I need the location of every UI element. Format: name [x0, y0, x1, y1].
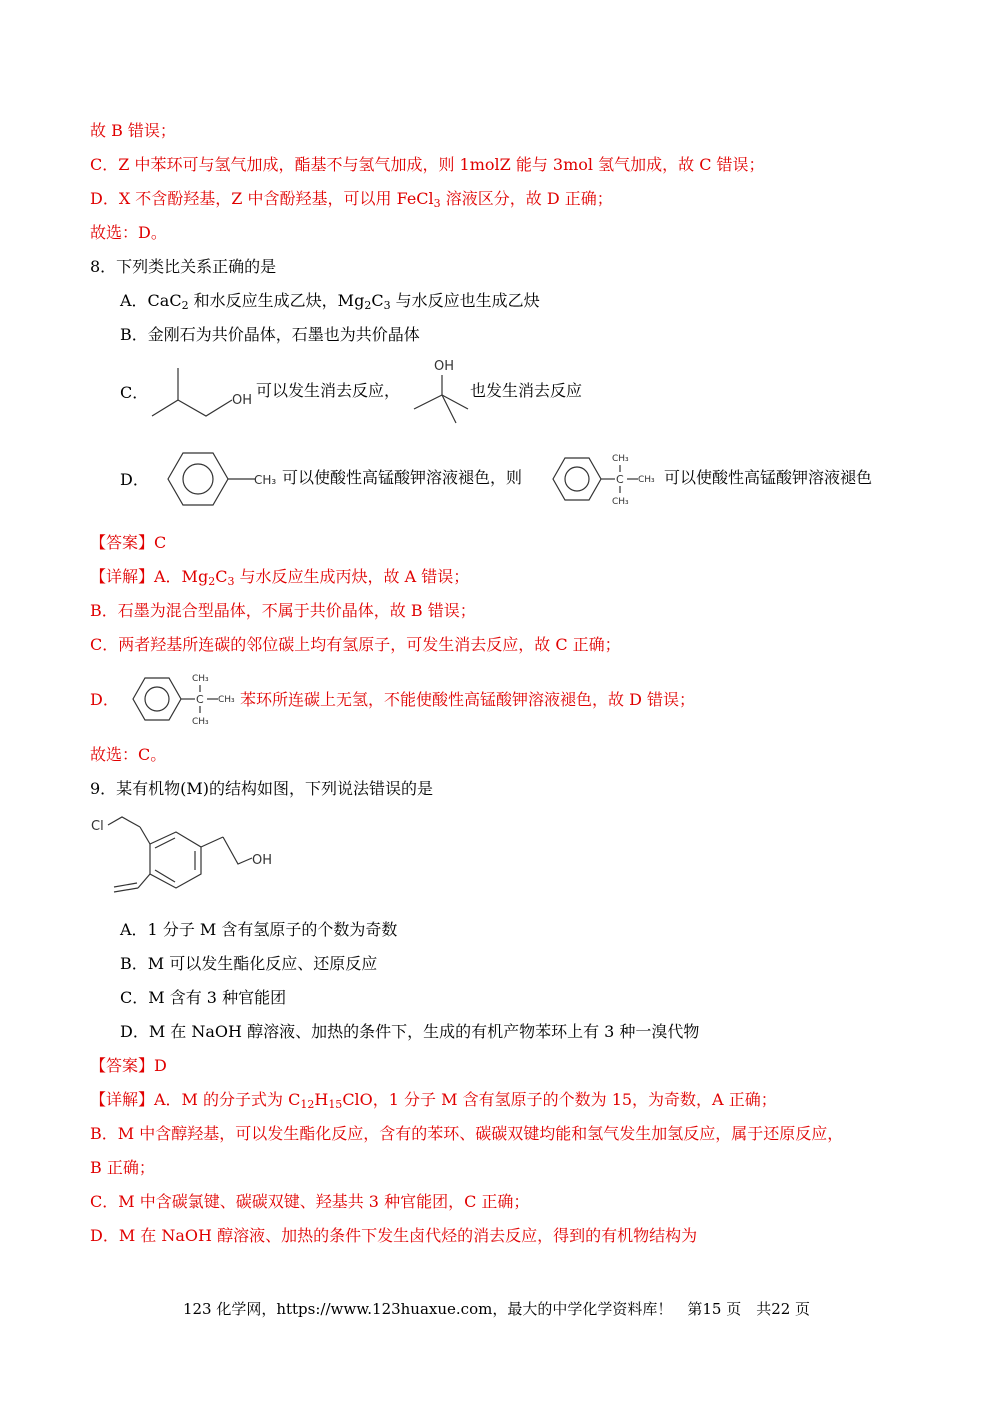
- detail-9b: B．M 中含醇羟基，可以发生酯化反应，含有的苯环、碳碳双键均能和氢气发生加氢反应，属于还原反应，: [90, 1124, 844, 1143]
- option-c-end: 也发生消去反应: [470, 381, 583, 400]
- page-footer: 123 化学网，https://www.123huaxue.com，最大的中学化学资料库！ 第15 页 共22 页: [182, 1300, 811, 1318]
- detail-9c: C．M 中含碳氯键、碳碳双键、羟基共 3 种官能团，C 正确；: [90, 1192, 530, 1211]
- tert-butylbenzene-structure: [550, 448, 665, 510]
- text-line: 故 B 错误；: [90, 121, 176, 140]
- text-line: D．X 不含酚羟基，Z 中含酚羟基，可以用 FeCl$_3$ 溶液区分，故 D 正确；: [90, 189, 613, 210]
- option-d: D．M 在 NaOH 醇溶液、加热的条件下，生成的有机产物苯环上有 3 种一溴代物: [120, 1022, 700, 1041]
- svg-text:CH₃: CH₃: [218, 695, 235, 705]
- text-line: C．Z 中苯环可与氢气加成，酯基不与氢气加成，则 1molZ 能与 3mol 氢气加成，故 C 错误；: [90, 155, 765, 174]
- svg-text:CH₃: CH₃: [192, 674, 209, 684]
- option-b: B．金刚石为共价晶体，石墨也为共价晶体: [120, 325, 420, 344]
- svg-text:C: C: [196, 693, 204, 706]
- toluene-structure: [165, 448, 280, 510]
- option-c-label: C．: [120, 383, 149, 402]
- option-b: B．M 可以发生酯化反应、还原反应: [120, 954, 378, 973]
- svg-text:OH: OH: [252, 853, 273, 868]
- selection-8: 故选：C。: [90, 745, 167, 764]
- tert-butylbenzene-structure: [130, 668, 245, 730]
- option-c: C．M 含有 3 种官能团: [120, 988, 287, 1007]
- detail-8d-label: D．: [90, 690, 119, 709]
- svg-text:CH₃: CH₃: [612, 497, 629, 507]
- detail-9d: D．M 在 NaOH 醇溶液、加热的条件下发生卤代烃的消去反应，得到的有机物结构为: [90, 1226, 698, 1245]
- option-d-end: 可以使酸性高锰酸钾溶液褪色: [664, 468, 873, 487]
- svg-text:CH₃: CH₃: [254, 473, 277, 487]
- option-c-mid: 可以发生消去反应，: [256, 381, 401, 400]
- text-line: 故选：D。: [90, 223, 167, 242]
- question-9: 9．某有机物(M)的结构如图，下列说法错误的是: [90, 779, 434, 798]
- svg-text:OH: OH: [232, 393, 253, 408]
- detail-8a: 【详解】A．$Mg_2C_3$ 与水反应生成丙炔，故 A 错误；: [90, 567, 470, 588]
- svg-text:C: C: [616, 473, 624, 486]
- detail-9a: 【详解】A．M 的分子式为 $C_{12}H_{15}ClO$，1 分子 M 含有氢原子的个数为 15，为奇数，A 正确；: [90, 1090, 777, 1111]
- option-d-mid: 可以使酸性高锰酸钾溶液褪色，则: [282, 468, 523, 487]
- svg-text:CH₃: CH₃: [192, 717, 209, 727]
- option-d-label: D．: [120, 470, 149, 489]
- option-a: A．1 分子 M 含有氢原子的个数为奇数: [120, 920, 398, 939]
- answer-9: 【答案】D: [90, 1056, 167, 1075]
- detail-8d-text: 苯环所连碳上无氢，不能使酸性高锰酸钾溶液褪色，故 D 错误；: [240, 690, 696, 709]
- answer-8: 【答案】C: [90, 533, 167, 552]
- detail-8b: B．石墨为混合型晶体，不属于共价晶体，故 B 错误；: [90, 601, 476, 620]
- svg-text:CH₃: CH₃: [638, 475, 655, 485]
- isobutanol-structure: [150, 360, 260, 420]
- svg-text:Cl: Cl: [91, 819, 104, 834]
- svg-text:CH₃: CH₃: [612, 454, 629, 464]
- molecule-m-structure: [88, 812, 278, 896]
- tert-butanol-structure: [410, 355, 470, 425]
- svg-text:OH: OH: [434, 359, 455, 374]
- question-8: 8．下列类比关系正确的是: [90, 257, 277, 276]
- option-a: A．CaC$_2$ 和水反应生成乙炔，$Mg_2C_3$ 与水反应也生成乙炔: [120, 291, 540, 312]
- detail-8c: C．两者羟基所连碳的邻位碳上均有氢原子，可发生消去反应，故 C 正确；: [90, 635, 621, 654]
- detail-9b-cont: B 正确；: [90, 1158, 155, 1177]
